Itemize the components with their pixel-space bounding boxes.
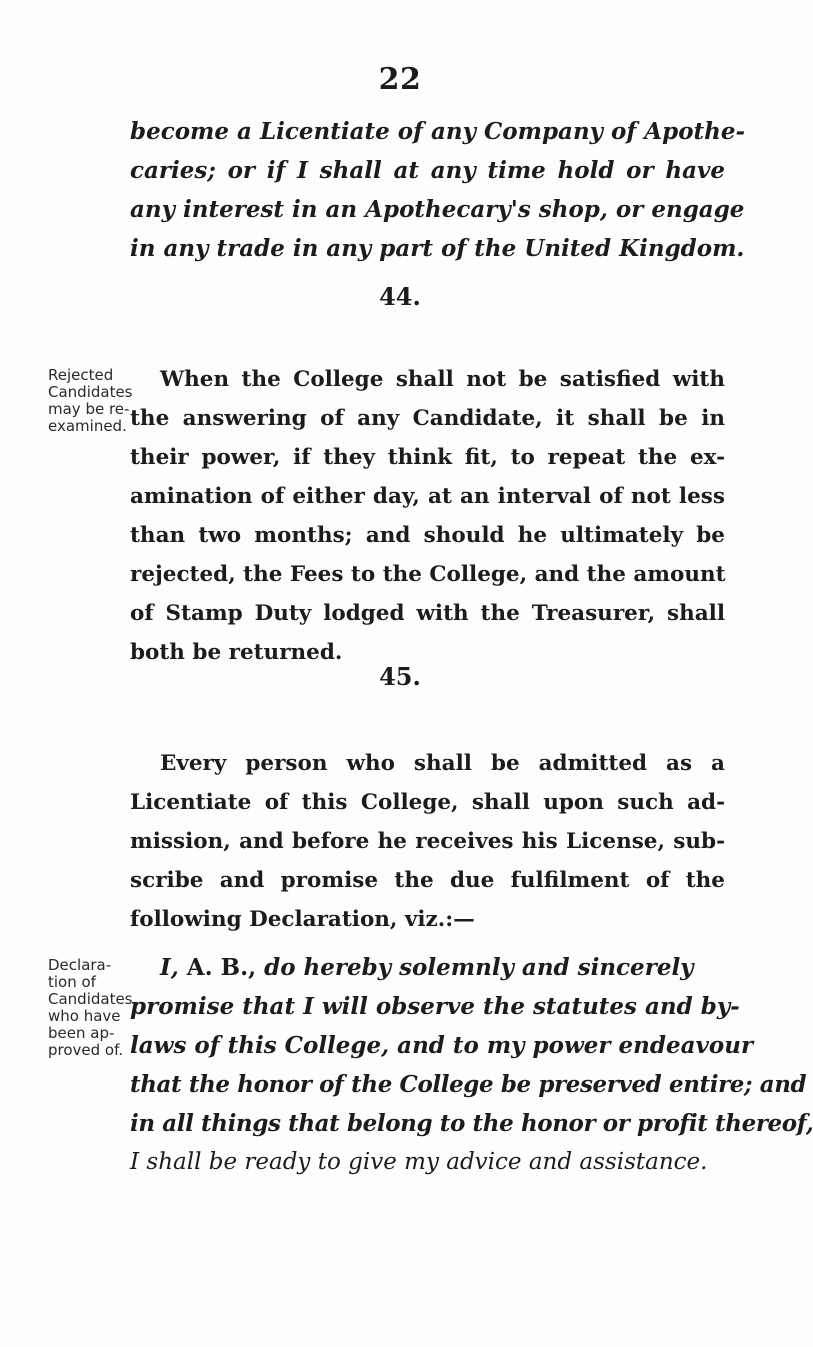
- page-number: 22: [378, 62, 422, 97]
- declaration-first-line: [130, 948, 725, 987]
- text-line: I shall be ready to give my advice and assistance.: [130, 1149, 708, 1175]
- text-line: following Declaration, viz.:—: [130, 907, 475, 932]
- margin-note-line: may be re-: [48, 400, 130, 418]
- text-line: rejected, the Fees to the College, and the amount: [130, 562, 726, 587]
- margin-note-line: proved of.: [48, 1041, 124, 1059]
- margin-note-line: Candidates: [48, 990, 133, 1008]
- declaration-pronoun: I,: [160, 954, 179, 981]
- text-line: scribe and promise the due fulfilment of the: [130, 868, 725, 893]
- section-number-45: 45.: [379, 662, 421, 691]
- text-line: Licentiate of this College, shall upon such ad-: [130, 790, 725, 815]
- text-line: any interest in an Apothecary's shop, or engage: [130, 196, 745, 223]
- text-line: in all things that belong to the honor or profit thereof,: [130, 1110, 813, 1137]
- text-line: caries; or if I shall at any time hold or have: [130, 157, 725, 184]
- margin-note-line: tion of: [48, 973, 96, 991]
- continuation-paragraph: [130, 112, 746, 268]
- margin-note-line: Candidates: [48, 383, 133, 401]
- text-line: laws of this College, and to my power endeavour: [130, 1032, 754, 1059]
- section-number-44: 44.: [379, 282, 421, 311]
- text-line: When the College shall not be satisfied with: [160, 367, 725, 392]
- section-45-paragraph: [130, 744, 725, 939]
- text-line: that the honor of the College be preserved entire; and: [130, 1071, 807, 1098]
- margin-note-declaration: [48, 956, 133, 1059]
- text-line: promise that I will observe the statutes and by-: [130, 993, 740, 1020]
- text-line: their power, if they think fit, to repeat the ex-: [130, 445, 725, 470]
- text-line: the answering of any Candidate, it shall be in: [130, 406, 725, 431]
- margin-note-line: who have: [48, 1007, 121, 1025]
- declaration-paragraph: [130, 948, 813, 1182]
- text-line: become a Licentiate of any Company of Apothe-: [130, 118, 746, 145]
- text-line: in any trade in any part of the United Kingdom.: [130, 235, 745, 262]
- text-line: Every person who shall be admitted as a: [160, 751, 725, 776]
- margin-note-line: examined.: [48, 417, 127, 435]
- margin-note-line: Rejected: [48, 366, 114, 384]
- declaration-opening: do hereby solemnly and sincerely: [256, 954, 694, 981]
- text-line: of Stamp Duty lodged with the Treasurer, shall: [130, 601, 725, 626]
- margin-note-rejected-candidates: [48, 366, 133, 435]
- text-line: amination of either day, at an interval of not less: [130, 484, 725, 509]
- declaration-placeholder-name: A. B.,: [178, 954, 257, 981]
- text-line: than two months; and should he ultimately be: [130, 523, 725, 548]
- margin-note-line: Declara-: [48, 956, 112, 974]
- text-line: mission, and before he receives his License, sub-: [130, 829, 725, 854]
- margin-note-line: been ap-: [48, 1024, 115, 1042]
- text-line: both be returned.: [130, 640, 343, 665]
- section-44-paragraph: [130, 360, 725, 672]
